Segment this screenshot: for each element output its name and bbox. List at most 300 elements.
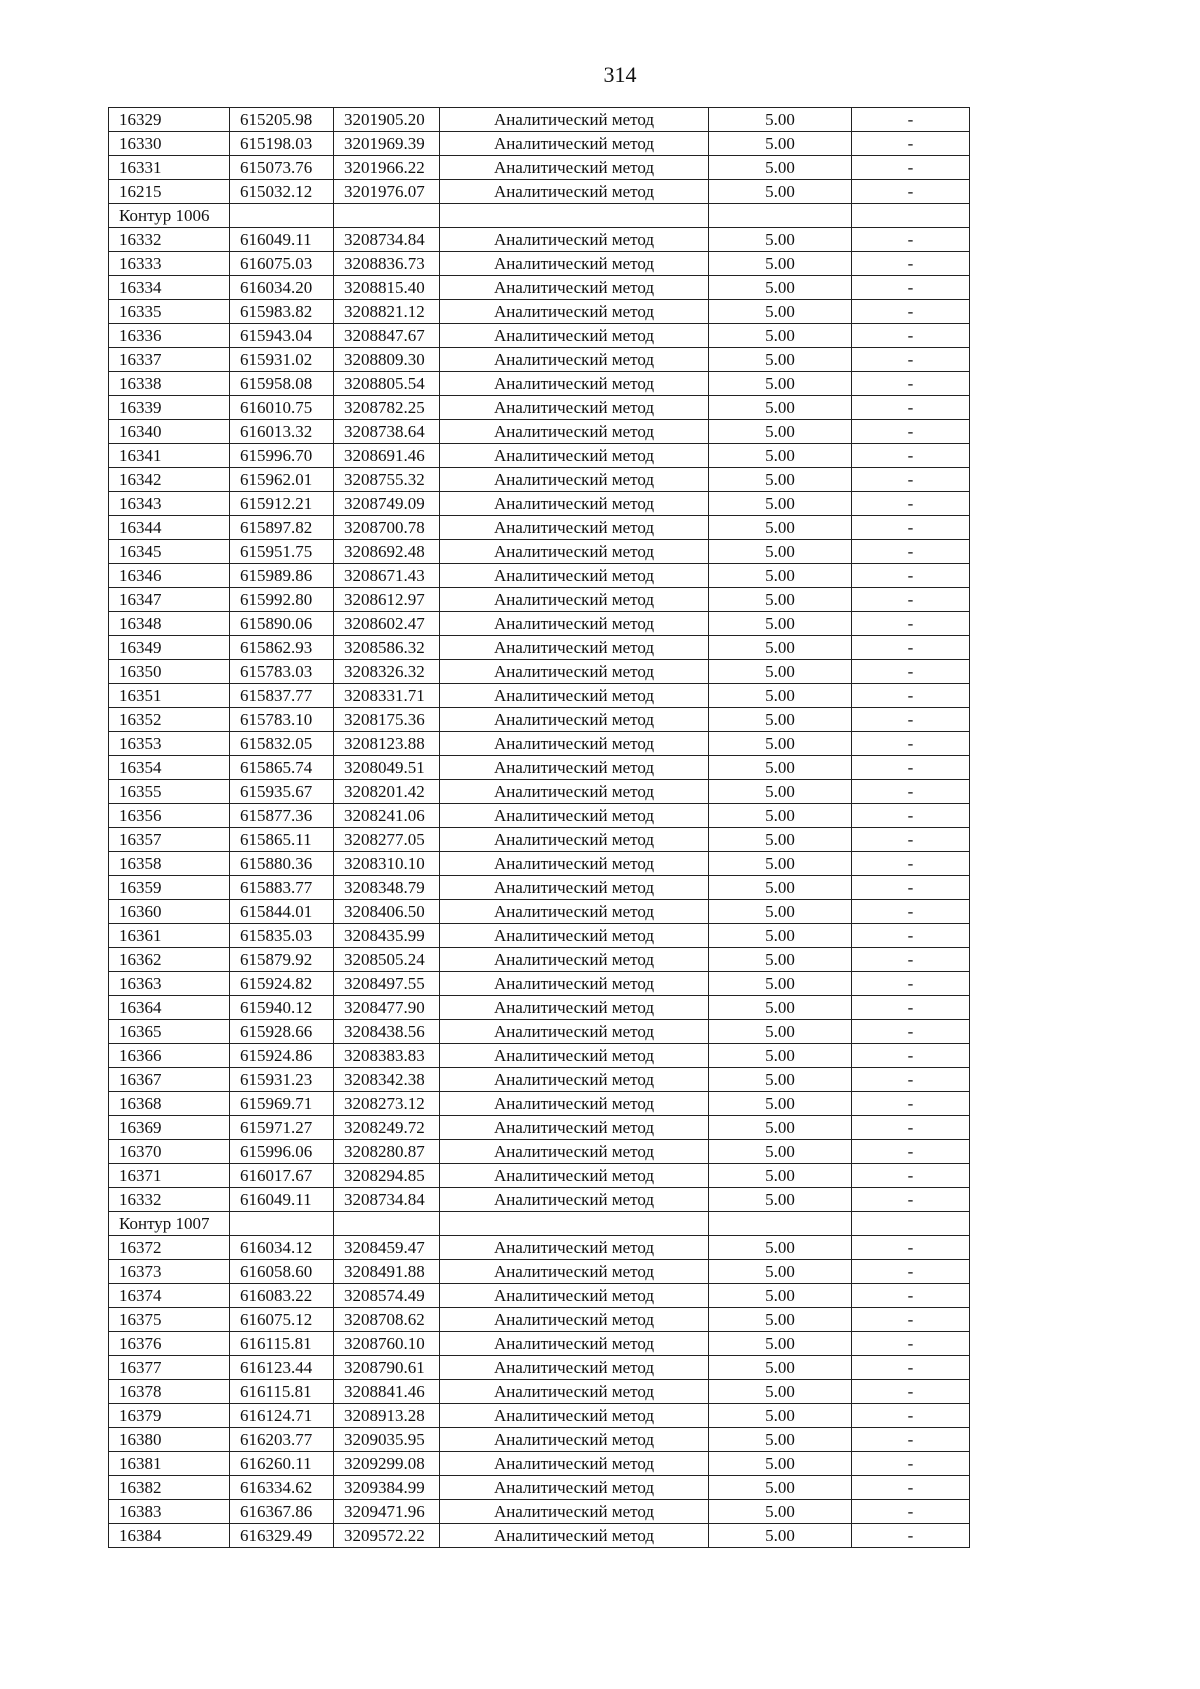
method-cell: Аналитический метод bbox=[440, 1092, 709, 1116]
y-coordinate-cell: 3208612.97 bbox=[334, 588, 440, 612]
note-cell: - bbox=[852, 1260, 970, 1284]
accuracy-cell: 5.00 bbox=[709, 1356, 852, 1380]
method-cell: Аналитический метод bbox=[440, 708, 709, 732]
y-coordinate-cell: 3208383.83 bbox=[334, 1044, 440, 1068]
y-coordinate-cell: 3208348.79 bbox=[334, 876, 440, 900]
accuracy-cell: 5.00 bbox=[709, 1092, 852, 1116]
note-cell: - bbox=[852, 252, 970, 276]
y-coordinate-cell: 3201966.22 bbox=[334, 156, 440, 180]
note-cell: - bbox=[852, 1284, 970, 1308]
table-row bbox=[109, 996, 970, 1020]
note-cell: - bbox=[852, 1308, 970, 1332]
point-id-cell: 16346 bbox=[109, 564, 230, 588]
method-cell: Аналитический метод bbox=[440, 420, 709, 444]
accuracy-cell: 5.00 bbox=[709, 396, 852, 420]
point-id-cell: 16364 bbox=[109, 996, 230, 1020]
table-row bbox=[109, 1452, 970, 1476]
point-id-cell: 16339 bbox=[109, 396, 230, 420]
x-coordinate-cell: 616083.22 bbox=[230, 1284, 334, 1308]
note-cell: - bbox=[852, 1044, 970, 1068]
y-coordinate-cell: 3208249.72 bbox=[334, 1116, 440, 1140]
method-cell: Аналитический метод bbox=[440, 372, 709, 396]
y-coordinate-cell: 3208491.88 bbox=[334, 1260, 440, 1284]
point-id-cell: 16379 bbox=[109, 1404, 230, 1428]
point-id-cell: 16352 bbox=[109, 708, 230, 732]
method-cell: Аналитический метод bbox=[440, 684, 709, 708]
x-coordinate-cell: 616124.71 bbox=[230, 1404, 334, 1428]
note-cell: - bbox=[852, 660, 970, 684]
accuracy-cell: 5.00 bbox=[709, 900, 852, 924]
method-cell: Аналитический метод bbox=[440, 1476, 709, 1500]
accuracy-cell: 5.00 bbox=[709, 1284, 852, 1308]
y-coordinate-cell: 3208749.09 bbox=[334, 492, 440, 516]
y-coordinate-cell: 3208497.55 bbox=[334, 972, 440, 996]
method-cell: Аналитический метод bbox=[440, 1284, 709, 1308]
point-id-cell: 16370 bbox=[109, 1140, 230, 1164]
y-coordinate-cell: 3208602.47 bbox=[334, 612, 440, 636]
method-cell: Аналитический метод bbox=[440, 828, 709, 852]
accuracy-cell-empty bbox=[709, 1212, 852, 1236]
accuracy-cell: 5.00 bbox=[709, 684, 852, 708]
point-id-cell: 16336 bbox=[109, 324, 230, 348]
accuracy-cell: 5.00 bbox=[709, 732, 852, 756]
note-cell: - bbox=[852, 1356, 970, 1380]
x-coordinate-cell: 616123.44 bbox=[230, 1356, 334, 1380]
point-id-cell: 16344 bbox=[109, 516, 230, 540]
note-cell: - bbox=[852, 924, 970, 948]
note-cell: - bbox=[852, 804, 970, 828]
x-coordinate-cell: 615073.76 bbox=[230, 156, 334, 180]
x-coordinate-cell: 615205.98 bbox=[230, 108, 334, 132]
table-row bbox=[109, 924, 970, 948]
method-cell: Аналитический метод bbox=[440, 1356, 709, 1380]
x-coordinate-cell: 615992.80 bbox=[230, 588, 334, 612]
method-cell: Аналитический метод bbox=[440, 1068, 709, 1092]
accuracy-cell: 5.00 bbox=[709, 1452, 852, 1476]
note-cell: - bbox=[852, 108, 970, 132]
table-row bbox=[109, 156, 970, 180]
y-coordinate-cell: 3209572.22 bbox=[334, 1524, 440, 1548]
y-cell-empty bbox=[334, 204, 440, 228]
note-cell: - bbox=[852, 516, 970, 540]
point-id-cell: 16376 bbox=[109, 1332, 230, 1356]
table-row bbox=[109, 732, 970, 756]
point-id-cell: 16380 bbox=[109, 1428, 230, 1452]
note-cell: - bbox=[852, 732, 970, 756]
note-cell: - bbox=[852, 276, 970, 300]
method-cell: Аналитический метод bbox=[440, 948, 709, 972]
table-row bbox=[109, 1428, 970, 1452]
x-coordinate-cell: 615879.92 bbox=[230, 948, 334, 972]
note-cell: - bbox=[852, 780, 970, 804]
table-row bbox=[109, 636, 970, 660]
x-coordinate-cell: 615931.02 bbox=[230, 348, 334, 372]
method-cell: Аналитический метод bbox=[440, 468, 709, 492]
x-coordinate-cell: 615924.86 bbox=[230, 1044, 334, 1068]
note-cell: - bbox=[852, 228, 970, 252]
method-cell: Аналитический метод bbox=[440, 516, 709, 540]
x-coordinate-cell: 615198.03 bbox=[230, 132, 334, 156]
accuracy-cell: 5.00 bbox=[709, 516, 852, 540]
table-row bbox=[109, 1524, 970, 1548]
y-coordinate-cell: 3208273.12 bbox=[334, 1092, 440, 1116]
point-id-cell: 16341 bbox=[109, 444, 230, 468]
x-coordinate-cell: 615983.82 bbox=[230, 300, 334, 324]
x-coordinate-cell: 616075.12 bbox=[230, 1308, 334, 1332]
method-cell-empty bbox=[440, 1212, 709, 1236]
y-coordinate-cell: 3208477.90 bbox=[334, 996, 440, 1020]
table-row bbox=[109, 1116, 970, 1140]
point-id-cell: 16343 bbox=[109, 492, 230, 516]
point-id-cell: 16369 bbox=[109, 1116, 230, 1140]
method-cell: Аналитический метод bbox=[440, 180, 709, 204]
x-coordinate-cell: 616203.77 bbox=[230, 1428, 334, 1452]
accuracy-cell: 5.00 bbox=[709, 1068, 852, 1092]
method-cell: Аналитический метод bbox=[440, 108, 709, 132]
x-coordinate-cell: 616075.03 bbox=[230, 252, 334, 276]
note-cell: - bbox=[852, 996, 970, 1020]
note-cell: - bbox=[852, 132, 970, 156]
table-row bbox=[109, 1500, 970, 1524]
table-row bbox=[109, 684, 970, 708]
note-cell: - bbox=[852, 1332, 970, 1356]
point-id-cell: 16361 bbox=[109, 924, 230, 948]
accuracy-cell: 5.00 bbox=[709, 132, 852, 156]
point-id-cell: 16368 bbox=[109, 1092, 230, 1116]
y-coordinate-cell: 3209384.99 bbox=[334, 1476, 440, 1500]
method-cell: Аналитический метод bbox=[440, 996, 709, 1020]
point-id-cell: 16337 bbox=[109, 348, 230, 372]
accuracy-cell: 5.00 bbox=[709, 300, 852, 324]
accuracy-cell: 5.00 bbox=[709, 828, 852, 852]
table-row bbox=[109, 804, 970, 828]
method-cell: Аналитический метод bbox=[440, 492, 709, 516]
x-coordinate-cell: 615835.03 bbox=[230, 924, 334, 948]
y-coordinate-cell: 3208691.46 bbox=[334, 444, 440, 468]
accuracy-cell: 5.00 bbox=[709, 948, 852, 972]
accuracy-cell: 5.00 bbox=[709, 780, 852, 804]
accuracy-cell: 5.00 bbox=[709, 1164, 852, 1188]
note-cell: - bbox=[852, 900, 970, 924]
accuracy-cell: 5.00 bbox=[709, 1476, 852, 1500]
accuracy-cell: 5.00 bbox=[709, 1500, 852, 1524]
y-coordinate-cell: 3208821.12 bbox=[334, 300, 440, 324]
y-coordinate-cell: 3208790.61 bbox=[334, 1356, 440, 1380]
y-coordinate-cell: 3208760.10 bbox=[334, 1332, 440, 1356]
y-coordinate-cell: 3201976.07 bbox=[334, 180, 440, 204]
table-row bbox=[109, 1140, 970, 1164]
method-cell: Аналитический метод bbox=[440, 1332, 709, 1356]
contour-label: Контур 1006 bbox=[109, 204, 230, 228]
method-cell: Аналитический метод bbox=[440, 1188, 709, 1212]
accuracy-cell: 5.00 bbox=[709, 228, 852, 252]
coordinates-table-body bbox=[109, 108, 970, 1548]
accuracy-cell: 5.00 bbox=[709, 252, 852, 276]
page-number: 314 bbox=[603, 62, 637, 87]
x-coordinate-cell: 615951.75 bbox=[230, 540, 334, 564]
table-row bbox=[109, 1236, 970, 1260]
point-id-cell: 16353 bbox=[109, 732, 230, 756]
point-id-cell: 16331 bbox=[109, 156, 230, 180]
method-cell: Аналитический метод bbox=[440, 876, 709, 900]
table-row bbox=[109, 1092, 970, 1116]
x-coordinate-cell: 616049.11 bbox=[230, 228, 334, 252]
x-cell-empty bbox=[230, 204, 334, 228]
point-id-cell: 16374 bbox=[109, 1284, 230, 1308]
point-id-cell: 16381 bbox=[109, 1452, 230, 1476]
table-row bbox=[109, 948, 970, 972]
method-cell: Аналитический метод bbox=[440, 252, 709, 276]
table-row bbox=[109, 1332, 970, 1356]
method-cell: Аналитический метод bbox=[440, 228, 709, 252]
note-cell: - bbox=[852, 564, 970, 588]
accuracy-cell: 5.00 bbox=[709, 468, 852, 492]
table-row bbox=[109, 756, 970, 780]
x-coordinate-cell: 615832.05 bbox=[230, 732, 334, 756]
x-coordinate-cell: 615996.06 bbox=[230, 1140, 334, 1164]
note-cell: - bbox=[852, 180, 970, 204]
x-coordinate-cell: 615783.03 bbox=[230, 660, 334, 684]
method-cell: Аналитический метод bbox=[440, 156, 709, 180]
accuracy-cell: 5.00 bbox=[709, 636, 852, 660]
point-id-cell: 16342 bbox=[109, 468, 230, 492]
table-row bbox=[109, 420, 970, 444]
x-coordinate-cell: 615877.36 bbox=[230, 804, 334, 828]
table-row bbox=[109, 612, 970, 636]
table-row bbox=[109, 1164, 970, 1188]
accuracy-cell: 5.00 bbox=[709, 1332, 852, 1356]
point-id-cell: 16215 bbox=[109, 180, 230, 204]
table-row bbox=[109, 1188, 970, 1212]
accuracy-cell: 5.00 bbox=[709, 1140, 852, 1164]
x-coordinate-cell: 615865.74 bbox=[230, 756, 334, 780]
note-cell: - bbox=[852, 948, 970, 972]
y-coordinate-cell: 3208700.78 bbox=[334, 516, 440, 540]
method-cell: Аналитический метод bbox=[440, 924, 709, 948]
note-cell: - bbox=[852, 300, 970, 324]
accuracy-cell-empty bbox=[709, 204, 852, 228]
point-id-cell: 16372 bbox=[109, 1236, 230, 1260]
x-coordinate-cell: 615928.66 bbox=[230, 1020, 334, 1044]
y-coordinate-cell: 3208505.24 bbox=[334, 948, 440, 972]
x-coordinate-cell: 616367.86 bbox=[230, 1500, 334, 1524]
x-coordinate-cell: 615897.82 bbox=[230, 516, 334, 540]
method-cell: Аналитический метод bbox=[440, 660, 709, 684]
method-cell: Аналитический метод bbox=[440, 300, 709, 324]
table-row bbox=[109, 1260, 970, 1284]
y-coordinate-cell: 3208734.84 bbox=[334, 228, 440, 252]
x-coordinate-cell: 616115.81 bbox=[230, 1380, 334, 1404]
accuracy-cell: 5.00 bbox=[709, 444, 852, 468]
x-coordinate-cell: 615880.36 bbox=[230, 852, 334, 876]
accuracy-cell: 5.00 bbox=[709, 156, 852, 180]
method-cell: Аналитический метод bbox=[440, 396, 709, 420]
table-row bbox=[109, 1284, 970, 1308]
y-coordinate-cell: 3208438.56 bbox=[334, 1020, 440, 1044]
x-coordinate-cell: 615032.12 bbox=[230, 180, 334, 204]
y-coordinate-cell: 3208280.87 bbox=[334, 1140, 440, 1164]
note-cell-empty bbox=[852, 204, 970, 228]
y-coordinate-cell: 3208123.88 bbox=[334, 732, 440, 756]
method-cell: Аналитический метод bbox=[440, 1452, 709, 1476]
point-id-cell: 16348 bbox=[109, 612, 230, 636]
x-coordinate-cell: 615931.23 bbox=[230, 1068, 334, 1092]
point-id-cell: 16349 bbox=[109, 636, 230, 660]
note-cell: - bbox=[852, 1236, 970, 1260]
note-cell-empty bbox=[852, 1212, 970, 1236]
note-cell: - bbox=[852, 828, 970, 852]
note-cell: - bbox=[852, 1164, 970, 1188]
note-cell: - bbox=[852, 372, 970, 396]
accuracy-cell: 5.00 bbox=[709, 564, 852, 588]
y-coordinate-cell: 3208815.40 bbox=[334, 276, 440, 300]
table-row bbox=[109, 1404, 970, 1428]
y-coordinate-cell: 3209471.96 bbox=[334, 1500, 440, 1524]
method-cell: Аналитический метод bbox=[440, 444, 709, 468]
table-row bbox=[109, 1044, 970, 1068]
y-coordinate-cell: 3208738.64 bbox=[334, 420, 440, 444]
table-row bbox=[109, 1020, 970, 1044]
point-id-cell: 16360 bbox=[109, 900, 230, 924]
point-id-cell: 16367 bbox=[109, 1068, 230, 1092]
note-cell: - bbox=[852, 492, 970, 516]
table-row bbox=[109, 1068, 970, 1092]
note-cell: - bbox=[852, 876, 970, 900]
table-row bbox=[109, 876, 970, 900]
note-cell: - bbox=[852, 1188, 970, 1212]
table-row bbox=[109, 780, 970, 804]
y-coordinate-cell: 3208331.71 bbox=[334, 684, 440, 708]
y-coordinate-cell: 3208201.42 bbox=[334, 780, 440, 804]
method-cell: Аналитический метод bbox=[440, 1116, 709, 1140]
y-coordinate-cell: 3201905.20 bbox=[334, 108, 440, 132]
method-cell: Аналитический метод bbox=[440, 324, 709, 348]
point-id-cell: 16382 bbox=[109, 1476, 230, 1500]
x-coordinate-cell: 615924.82 bbox=[230, 972, 334, 996]
point-id-cell: 16373 bbox=[109, 1260, 230, 1284]
accuracy-cell: 5.00 bbox=[709, 708, 852, 732]
x-coordinate-cell: 615783.10 bbox=[230, 708, 334, 732]
note-cell: - bbox=[852, 636, 970, 660]
table-row bbox=[109, 324, 970, 348]
accuracy-cell: 5.00 bbox=[709, 588, 852, 612]
method-cell: Аналитический метод bbox=[440, 1380, 709, 1404]
y-coordinate-cell: 3208326.32 bbox=[334, 660, 440, 684]
method-cell: Аналитический метод bbox=[440, 1020, 709, 1044]
x-coordinate-cell: 615912.21 bbox=[230, 492, 334, 516]
point-id-cell: 16335 bbox=[109, 300, 230, 324]
x-coordinate-cell: 616115.81 bbox=[230, 1332, 334, 1356]
note-cell: - bbox=[852, 1140, 970, 1164]
point-id-cell: 16366 bbox=[109, 1044, 230, 1068]
x-coordinate-cell: 615883.77 bbox=[230, 876, 334, 900]
y-coordinate-cell: 3209035.95 bbox=[334, 1428, 440, 1452]
x-coordinate-cell: 615971.27 bbox=[230, 1116, 334, 1140]
x-coordinate-cell: 616049.11 bbox=[230, 1188, 334, 1212]
point-id-cell: 16354 bbox=[109, 756, 230, 780]
coordinates-table bbox=[108, 107, 970, 1548]
table-row bbox=[109, 300, 970, 324]
note-cell: - bbox=[852, 156, 970, 180]
accuracy-cell: 5.00 bbox=[709, 972, 852, 996]
table-row bbox=[109, 468, 970, 492]
note-cell: - bbox=[852, 1116, 970, 1140]
note-cell: - bbox=[852, 1524, 970, 1548]
y-coordinate-cell: 3208435.99 bbox=[334, 924, 440, 948]
y-coordinate-cell: 3208310.10 bbox=[334, 852, 440, 876]
table-row bbox=[109, 252, 970, 276]
accuracy-cell: 5.00 bbox=[709, 1260, 852, 1284]
note-cell: - bbox=[852, 324, 970, 348]
accuracy-cell: 5.00 bbox=[709, 924, 852, 948]
accuracy-cell: 5.00 bbox=[709, 756, 852, 780]
table-row bbox=[109, 1476, 970, 1500]
method-cell: Аналитический метод bbox=[440, 756, 709, 780]
x-coordinate-cell: 616034.20 bbox=[230, 276, 334, 300]
table-row bbox=[109, 1308, 970, 1332]
point-id-cell: 16357 bbox=[109, 828, 230, 852]
note-cell: - bbox=[852, 1068, 970, 1092]
method-cell: Аналитический метод bbox=[440, 132, 709, 156]
x-coordinate-cell: 615935.67 bbox=[230, 780, 334, 804]
y-coordinate-cell: 3201969.39 bbox=[334, 132, 440, 156]
table-row bbox=[109, 1380, 970, 1404]
method-cell: Аналитический метод bbox=[440, 1428, 709, 1452]
point-id-cell: 16329 bbox=[109, 108, 230, 132]
note-cell: - bbox=[852, 396, 970, 420]
note-cell: - bbox=[852, 1476, 970, 1500]
note-cell: - bbox=[852, 444, 970, 468]
x-coordinate-cell: 616034.12 bbox=[230, 1236, 334, 1260]
y-coordinate-cell: 3208805.54 bbox=[334, 372, 440, 396]
y-coordinate-cell: 3208734.84 bbox=[334, 1188, 440, 1212]
table-row bbox=[109, 348, 970, 372]
note-cell: - bbox=[852, 756, 970, 780]
method-cell: Аналитический метод bbox=[440, 1236, 709, 1260]
point-id-cell: 16371 bbox=[109, 1164, 230, 1188]
method-cell: Аналитический метод bbox=[440, 732, 709, 756]
point-id-cell: 16358 bbox=[109, 852, 230, 876]
note-cell: - bbox=[852, 420, 970, 444]
accuracy-cell: 5.00 bbox=[709, 108, 852, 132]
table-row bbox=[109, 516, 970, 540]
x-coordinate-cell: 616260.11 bbox=[230, 1452, 334, 1476]
note-cell: - bbox=[852, 1452, 970, 1476]
point-id-cell: 16363 bbox=[109, 972, 230, 996]
method-cell: Аналитический метод bbox=[440, 588, 709, 612]
note-cell: - bbox=[852, 708, 970, 732]
table-row bbox=[109, 396, 970, 420]
accuracy-cell: 5.00 bbox=[709, 1188, 852, 1212]
method-cell: Аналитический метод bbox=[440, 1044, 709, 1068]
accuracy-cell: 5.00 bbox=[709, 1404, 852, 1428]
accuracy-cell: 5.00 bbox=[709, 660, 852, 684]
x-coordinate-cell: 615958.08 bbox=[230, 372, 334, 396]
y-coordinate-cell: 3208406.50 bbox=[334, 900, 440, 924]
x-coordinate-cell: 615862.93 bbox=[230, 636, 334, 660]
point-id-cell: 16355 bbox=[109, 780, 230, 804]
accuracy-cell: 5.00 bbox=[709, 804, 852, 828]
y-coordinate-cell: 3209299.08 bbox=[334, 1452, 440, 1476]
x-coordinate-cell: 616010.75 bbox=[230, 396, 334, 420]
note-cell: - bbox=[852, 1428, 970, 1452]
x-cell-empty bbox=[230, 1212, 334, 1236]
table-row bbox=[109, 132, 970, 156]
y-coordinate-cell: 3208459.47 bbox=[334, 1236, 440, 1260]
y-coordinate-cell: 3208836.73 bbox=[334, 252, 440, 276]
table-row bbox=[109, 564, 970, 588]
table-row bbox=[109, 588, 970, 612]
